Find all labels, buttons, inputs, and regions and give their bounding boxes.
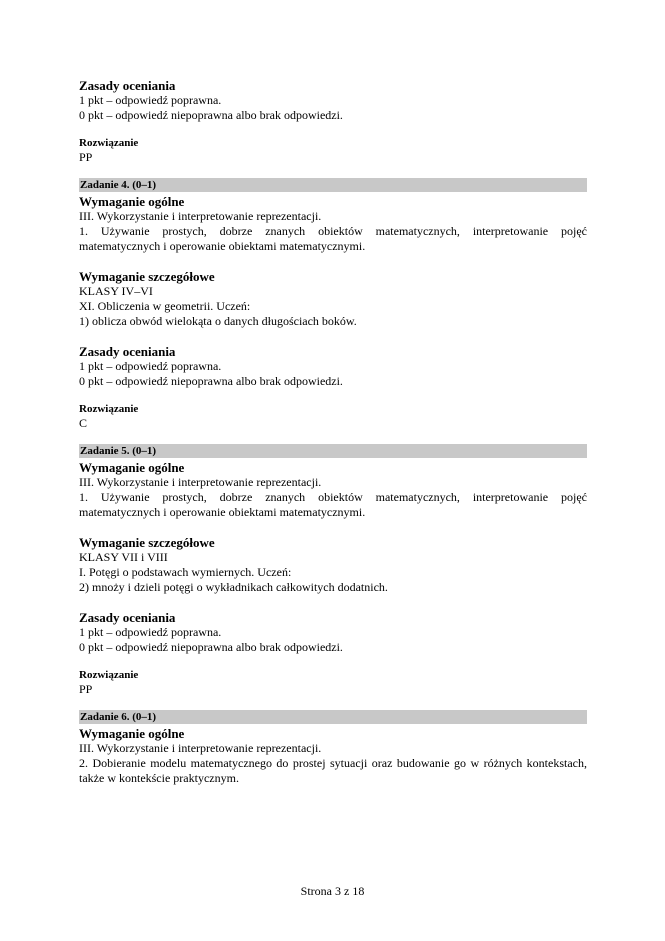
general-requirement-heading: Wymaganie ogólne [79, 726, 185, 741]
general-requirement-line: 2. Dobieranie modelu matematycznego do prostej sytuacji oraz budowanie go w różnych kontekstach, także w kontekście praktycznym. [79, 756, 587, 785]
general-requirement-line: 1. Używanie prostych, dobrze znanych obiektów matematycznych, interpretowanie pojęć matematycznych i operowanie obiektami matematycznymi. [79, 490, 587, 519]
scoring-heading: Zasady oceniania [79, 78, 176, 93]
general-requirement-heading: Wymaganie ogólne [79, 194, 185, 209]
page-number: Strona 3 z 18 [300, 884, 365, 898]
detailed-requirement-heading: Wymaganie szczegółowe [79, 535, 215, 550]
detailed-requirement-section [79, 535, 587, 595]
general-requirement-line: III. Wykorzystanie i interpretowanie reprezentacji. [79, 209, 322, 223]
scoring-heading: Zasady oceniania [79, 344, 176, 359]
detailed-requirement-line: 1) oblicza obwód wielokąta o danych długościach boków. [79, 314, 357, 328]
scoring-line: 0 pkt – odpowiedź niepoprawna albo brak odpowiedzi. [79, 374, 343, 388]
solution-section [79, 669, 587, 697]
detailed-requirement-line: KLASY VII i VIII [79, 550, 168, 564]
solution-section [79, 137, 587, 165]
solution-heading: Rozwiązanie [79, 137, 139, 149]
general-requirement-section [79, 726, 587, 786]
solution-section [79, 403, 587, 431]
page-content [79, 78, 587, 786]
scoring-line: 1 pkt – odpowiedź poprawna. [79, 625, 222, 639]
solution-heading: Rozwiązanie [79, 669, 139, 681]
scoring-line: 0 pkt – odpowiedź niepoprawna albo brak odpowiedzi. [79, 640, 343, 654]
scoring-line: 1 pkt – odpowiedź poprawna. [79, 359, 222, 373]
scoring-section [79, 78, 587, 123]
solution-value: PP [79, 150, 93, 164]
scoring-section [79, 344, 587, 389]
task-header-bar: Zadanie 6. (0–1) [79, 710, 587, 724]
detailed-requirement-section [79, 269, 587, 329]
detailed-requirement-line: I. Potęgi o podstawach wymiernych. Uczeń: [79, 565, 292, 579]
detailed-requirement-line: XI. Obliczenia w geometrii. Uczeń: [79, 299, 251, 313]
general-requirement-line: 1. Używanie prostych, dobrze znanych obiektów matematycznych, interpretowanie pojęć matematycznych i operowanie obiektami matematycznymi. [79, 224, 587, 253]
detailed-requirement-line: KLASY IV–VI [79, 284, 153, 298]
scoring-line: 0 pkt – odpowiedź niepoprawna albo brak odpowiedzi. [79, 108, 343, 122]
general-requirement-section [79, 194, 587, 254]
solution-value: PP [79, 682, 93, 696]
general-requirement-line: III. Wykorzystanie i interpretowanie reprezentacji. [79, 741, 322, 755]
detailed-requirement-line: 2) mnoży i dzieli potęgi o wykładnikach całkowitych dodatnich. [79, 580, 388, 594]
solution-value: C [79, 416, 88, 430]
scoring-heading: Zasady oceniania [79, 610, 176, 625]
scoring-section [79, 610, 587, 655]
general-requirement-heading: Wymaganie ogólne [79, 460, 185, 475]
scoring-line: 1 pkt – odpowiedź poprawna. [79, 93, 222, 107]
general-requirement-line: III. Wykorzystanie i interpretowanie reprezentacji. [79, 475, 322, 489]
detailed-requirement-heading: Wymaganie szczegółowe [79, 269, 215, 284]
task-header-bar: Zadanie 4. (0–1) [79, 178, 587, 192]
general-requirement-section [79, 460, 587, 520]
solution-heading: Rozwiązanie [79, 403, 139, 415]
task-header-bar: Zadanie 5. (0–1) [79, 444, 587, 458]
